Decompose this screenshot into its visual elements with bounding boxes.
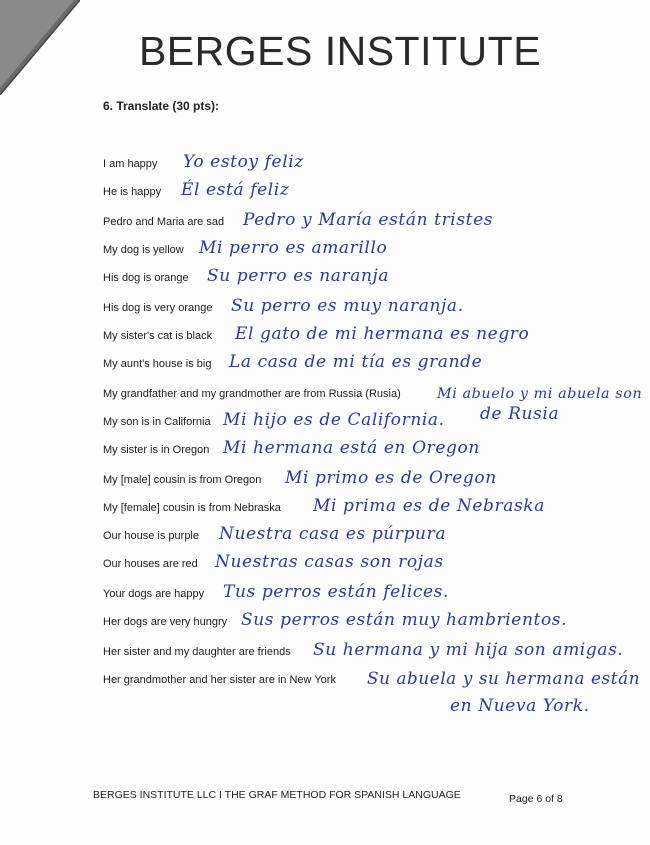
translation-row bbox=[103, 346, 650, 372]
translation-row bbox=[103, 546, 650, 572]
english-prompt: Your dogs are happy bbox=[103, 588, 205, 600]
translation-row bbox=[103, 432, 650, 458]
page-number: Page 6 of 8 bbox=[509, 793, 563, 805]
english-prompt: My aunt's house is big bbox=[103, 358, 212, 370]
footer-company: BERGES INSTITUTE LLC I THE GRAF METHOD FOR SPANISH LANGUAGE bbox=[93, 789, 461, 801]
translation-row bbox=[103, 490, 650, 516]
handwritten-answer: Él está feliz bbox=[181, 180, 290, 200]
english-prompt: My grandfather and my grandmother are from Russia (Rusia) bbox=[103, 388, 401, 400]
handwritten-answer: Su perro es muy naranja. bbox=[231, 296, 464, 316]
english-prompt: My son is in California bbox=[103, 416, 211, 428]
translation-row bbox=[103, 290, 650, 316]
handwritten-answer: El gato de mi hermana es negro bbox=[235, 324, 530, 344]
translation-row bbox=[103, 232, 650, 258]
handwritten-answer-continuation: de Rusia bbox=[480, 404, 560, 424]
translation-row bbox=[103, 204, 650, 230]
institute-title: BERGES INSTITUTE bbox=[138, 28, 542, 74]
handwritten-answer: Mi hermana está en Oregon bbox=[223, 438, 480, 458]
handwritten-answer: Nuestras casas son rojas bbox=[215, 552, 444, 572]
translation-row bbox=[103, 662, 650, 688]
handwritten-answer-continuation: en Nueva York. bbox=[450, 696, 590, 716]
english-prompt: Her grandmother and her sister are in New York bbox=[103, 674, 336, 686]
english-prompt: Our houses are red bbox=[103, 558, 198, 570]
handwritten-answer: La casa de mi tía es grande bbox=[229, 352, 483, 372]
english-prompt: I am happy bbox=[103, 158, 158, 170]
english-prompt: His dog is very orange bbox=[103, 302, 213, 314]
handwritten-answer: Yo estoy feliz bbox=[183, 152, 304, 172]
english-prompt: My sister's cat is black bbox=[103, 330, 213, 342]
handwritten-answer: Su perro es naranja bbox=[207, 266, 390, 286]
handwritten-answer: Mi primo es de Oregon bbox=[285, 468, 497, 488]
handwritten-answer: Mi perro es amarillo bbox=[199, 238, 388, 258]
handwritten-answer: Tus perros están felices. bbox=[223, 582, 450, 602]
translation-row bbox=[103, 576, 650, 602]
handwritten-answer: Su hermana y mi hija son amigas. bbox=[313, 640, 624, 660]
handwritten-answer: Sus perros están muy hambrientos. bbox=[241, 610, 568, 630]
translation-row bbox=[103, 462, 650, 488]
english-prompt: Pedro and Maria are sad bbox=[103, 216, 225, 228]
english-prompt: My sister is in Oregon bbox=[103, 444, 210, 456]
translation-row bbox=[103, 260, 650, 286]
english-prompt: My [female] cousin is from Nebraska bbox=[103, 502, 281, 514]
english-prompt: Our house is purple bbox=[103, 530, 199, 542]
translation-row bbox=[103, 604, 650, 630]
handwritten-answer: Mi abuelo y mi abuela son bbox=[437, 386, 643, 402]
english-prompt: His dog is orange bbox=[103, 272, 189, 284]
english-prompt: Her dogs are very hungry bbox=[103, 616, 228, 628]
english-prompt: My [male] cousin is from Oregon bbox=[103, 474, 262, 486]
translation-row bbox=[103, 404, 650, 430]
translation-row bbox=[103, 634, 650, 660]
translation-row bbox=[103, 376, 650, 402]
handwritten-answer: Nuestra casa es púrpura bbox=[219, 524, 447, 544]
handwritten-answer: Su abuela y su hermana están bbox=[367, 668, 641, 688]
english-prompt: He is happy bbox=[103, 186, 162, 198]
english-prompt: My dog is yellow bbox=[103, 244, 184, 256]
english-prompt: Her sister and my daughter are friends bbox=[103, 646, 291, 658]
translation-row bbox=[103, 146, 650, 172]
section-heading: 6. Translate (30 pts): bbox=[103, 99, 220, 113]
handwritten-answer: Mi hijo es de California. bbox=[223, 410, 445, 430]
translation-row bbox=[103, 318, 650, 344]
handwritten-answer: Mi prima es de Nebraska bbox=[313, 496, 545, 516]
translation-row bbox=[103, 518, 650, 544]
handwritten-answer: Pedro y María están tristes bbox=[243, 210, 494, 230]
translation-row bbox=[103, 174, 650, 200]
